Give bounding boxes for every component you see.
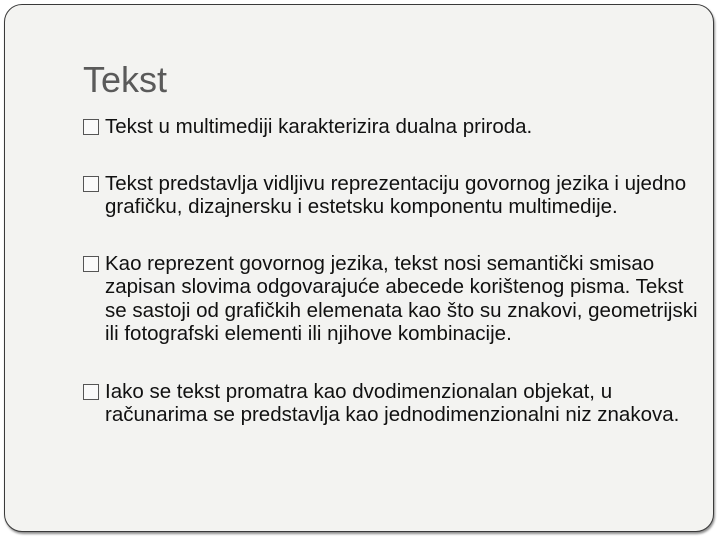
bullet-text: Iako se tekst promatra kao dvodimenzionalan objekat, u računarima se predstavlja kao jednodimenzionalni niz znakova. (105, 379, 680, 426)
bullet-item (83, 172, 703, 219)
checkbox-outline-icon (83, 119, 99, 135)
bullet-item (83, 115, 703, 139)
bullet-text: Tekst u multimediji karakterizira dualna priroda. (105, 115, 533, 138)
checkbox-outline-icon (83, 384, 99, 400)
checkbox-outline-icon (83, 256, 99, 272)
bullet-item (83, 380, 703, 427)
bullet-text: Tekst predstavlja vidljivu reprezentaciju govornog jezika i ujedno grafičku, dizajnersku i estetsku komponentu multimedije. (105, 171, 687, 218)
slide (4, 4, 714, 532)
slide-title: Tekst (83, 59, 168, 100)
bullet-list (83, 115, 703, 427)
bullet-text: Kao reprezent govornog jezika, tekst nosi semantički smisao zapisan slovima odgovarajuće abecede korištenog pisma. Tekst se sastoji od grafičkih elemenata kao što su znakovi, geometrijski ili fotografski elementi ili njihove kombinacije. (105, 251, 698, 345)
bullet-item (83, 252, 703, 346)
checkbox-outline-icon (83, 176, 99, 192)
